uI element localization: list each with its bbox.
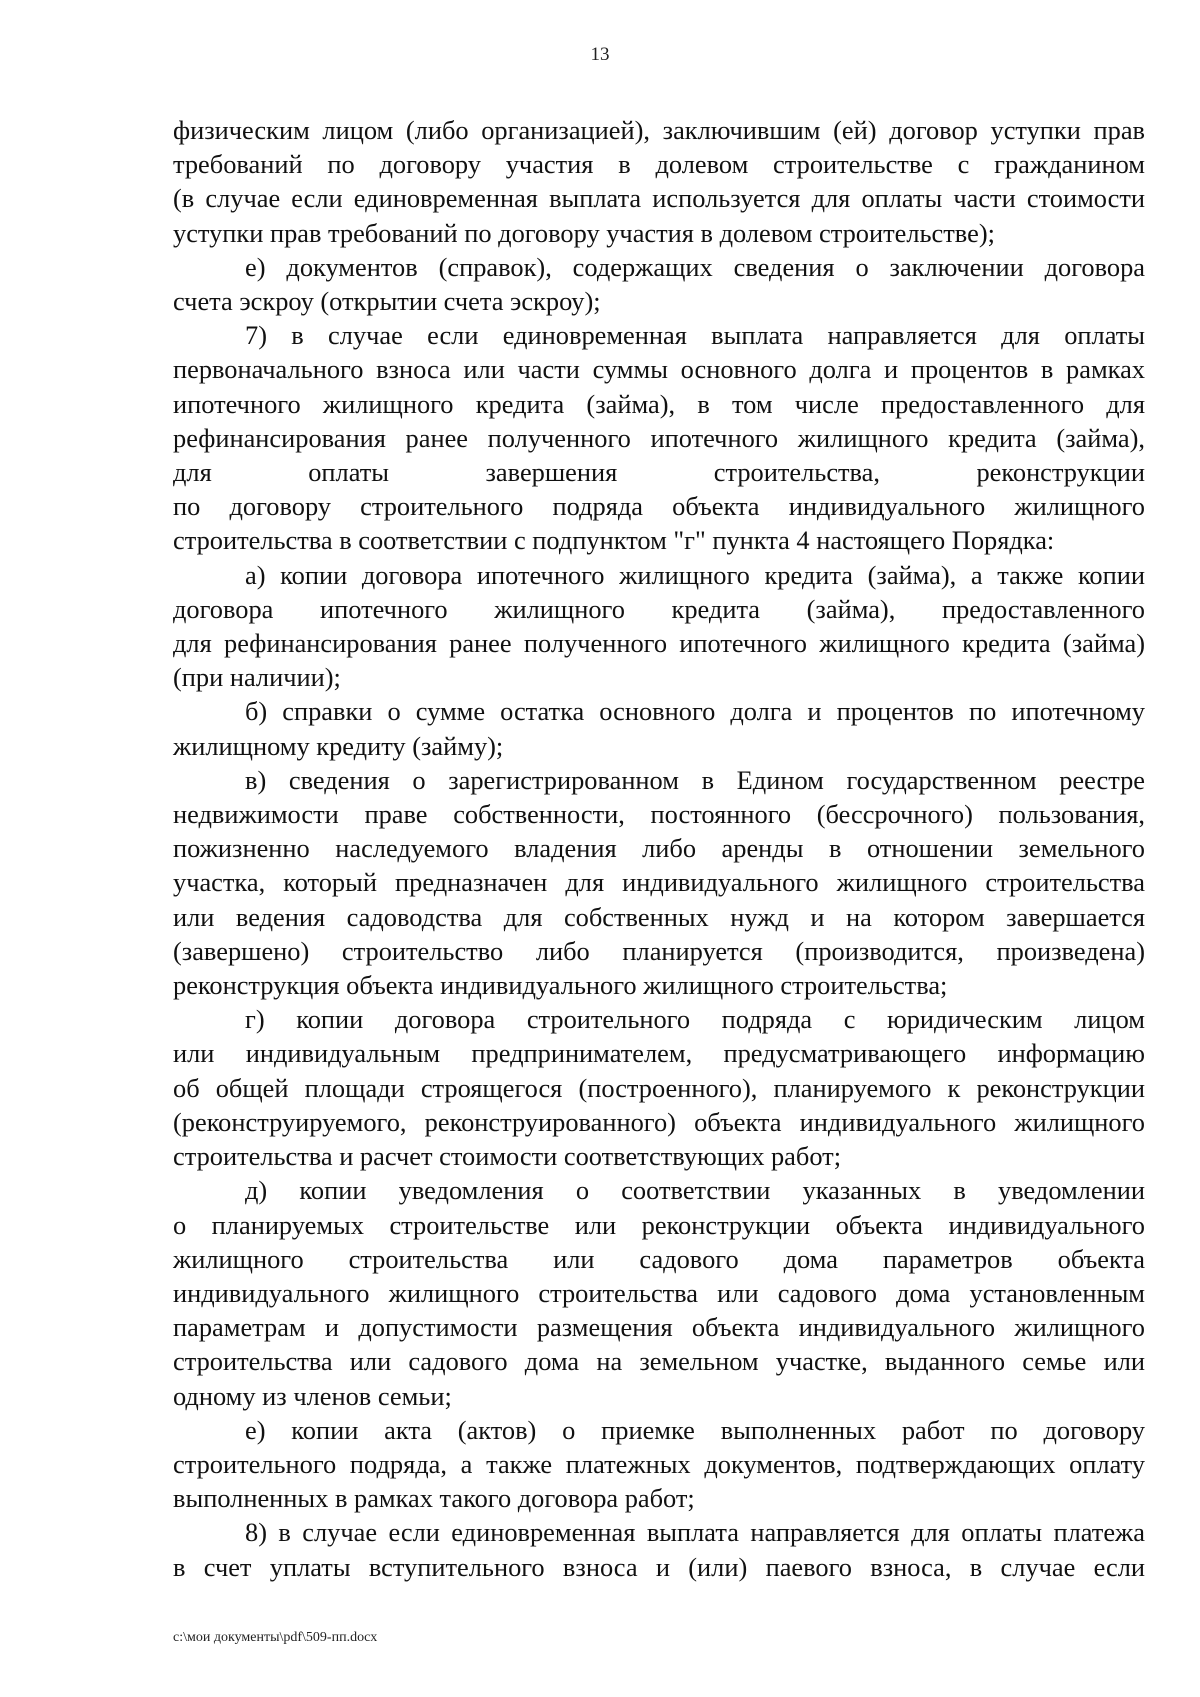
text-line: в счет уплаты вступительного взноса и (или) паевого взноса, в случае если: [173, 1551, 1145, 1582]
paragraph: [173, 318, 1145, 557]
text-line: (завершено) строительство либо планируется (производится, произведена): [173, 935, 1145, 966]
text-line: строительства и расчет стоимости соответствующих работ;: [173, 1141, 842, 1172]
text-line: (при наличии);: [173, 662, 341, 693]
text-line: в) сведения о зарегистрированном в Едином государственном реестре: [245, 764, 1145, 795]
text-line: реконструкция объекта индивидуального жилищного строительства;: [173, 970, 948, 1001]
text-line: параметрам и допустимости размещения объекта индивидуального жилищного: [173, 1312, 1145, 1343]
paragraph: [173, 250, 1145, 318]
text-line: счета эскроу (открытии счета эскроу);: [173, 286, 601, 317]
text-line: г) копии договора строительного подряда с юридическим лицом: [245, 1004, 1145, 1035]
text-line: строительного подряда, а также платежных документов, подтверждающих оплату: [173, 1448, 1145, 1479]
paragraph: [173, 1515, 1145, 1583]
text-line: строительства или садового дома на земельном участке, выданного семье или: [173, 1346, 1145, 1377]
text-line: д) копии уведомления о соответствии указанных в уведомлении: [245, 1175, 1145, 1206]
text-line: рефинансирования ранее полученного ипотечного жилищного кредита (займа),: [173, 422, 1145, 453]
text-line: уступки прав требований по договору участия в долевом строительстве);: [173, 217, 995, 248]
paragraph: [173, 1413, 1145, 1516]
text-line: индивидуального жилищного строительства или садового дома установленным: [173, 1277, 1145, 1308]
paragraph: [173, 558, 1145, 695]
paragraph: [173, 1002, 1145, 1173]
text-line: физическим лицом (либо организацией), заключившим (ей) договор уступки прав: [173, 115, 1145, 145]
text-line: (в случае если единовременная выплата используется для оплаты части стоимости: [173, 183, 1145, 214]
text-line: или индивидуальным предпринимателем, предусматривающего информацию: [173, 1038, 1145, 1069]
paragraph: [173, 694, 1145, 762]
text-line: жилищного строительства или садового дома параметров объекта: [173, 1243, 1145, 1274]
text-line: одному из членов семьи;: [173, 1380, 452, 1411]
text-line: требований по договору участия в долевом строительстве с гражданином: [173, 149, 1145, 180]
text-line: первоначального взноса или части суммы основного долга и процентов в рамках: [173, 354, 1145, 385]
text-line: или ведения садоводства для собственных нужд и на котором завершается: [173, 901, 1145, 932]
text-line: недвижимости праве собственности, постоянного (бессрочного) пользования,: [173, 799, 1145, 830]
text-line: пожизненно наследуемого владения либо аренды в отношении земельного: [173, 833, 1145, 864]
text-line: жилищному кредиту (займу);: [173, 730, 504, 761]
text-line: о планируемых строительстве или реконструкции объекта индивидуального: [173, 1209, 1145, 1240]
text-line: е) документов (справок), содержащих сведения о заключении договора: [245, 251, 1145, 282]
text-line: (реконструируемого, реконструированного) объекта индивидуального жилищного: [173, 1106, 1145, 1137]
text-line: строительства в соответствии с подпунктом "г" пункта 4 настоящего Порядка:: [173, 525, 1055, 556]
text-line: а) копии договора ипотечного жилищного кредита (займа), а также копии: [245, 559, 1145, 590]
text-line: 7) в случае если единовременная выплата направляется для оплаты: [245, 320, 1145, 351]
paragraph: [173, 113, 1145, 250]
text-line: выполненных в рамках такого договора работ;: [173, 1483, 695, 1514]
paragraph: [173, 1173, 1145, 1412]
text-line: ипотечного жилищного кредита (займа), в том числе предоставленного для: [173, 388, 1145, 419]
text-line: участка, который предназначен для индивидуального жилищного строительства: [173, 867, 1145, 898]
document-body: [173, 113, 1145, 1584]
footer-file-path: c:\мои документы\pdf\509-пп.docx: [173, 1630, 378, 1645]
text-line: для оплаты завершения строительства, реконструкции: [173, 457, 1145, 488]
page-number: 13: [590, 44, 610, 65]
text-line: об общей площади строящегося (построенного), планируемого к реконструкции: [173, 1072, 1145, 1103]
text-line: для рефинансирования ранее полученного ипотечного жилищного кредита (займа): [173, 628, 1145, 659]
text-line: б) справки о сумме остатка основного долга и процентов по ипотечному: [245, 696, 1145, 727]
text-line: договора ипотечного жилищного кредита (займа), предоставленного: [173, 593, 1145, 624]
paragraph: [173, 763, 1145, 1002]
text-line: 8) в случае если единовременная выплата направляется для оплаты платежа: [245, 1517, 1145, 1548]
text-line: по договору строительного подряда объекта индивидуального жилищного: [173, 491, 1145, 522]
text-line: е) копии акта (актов) о приемке выполненных работ по договору: [245, 1414, 1145, 1445]
